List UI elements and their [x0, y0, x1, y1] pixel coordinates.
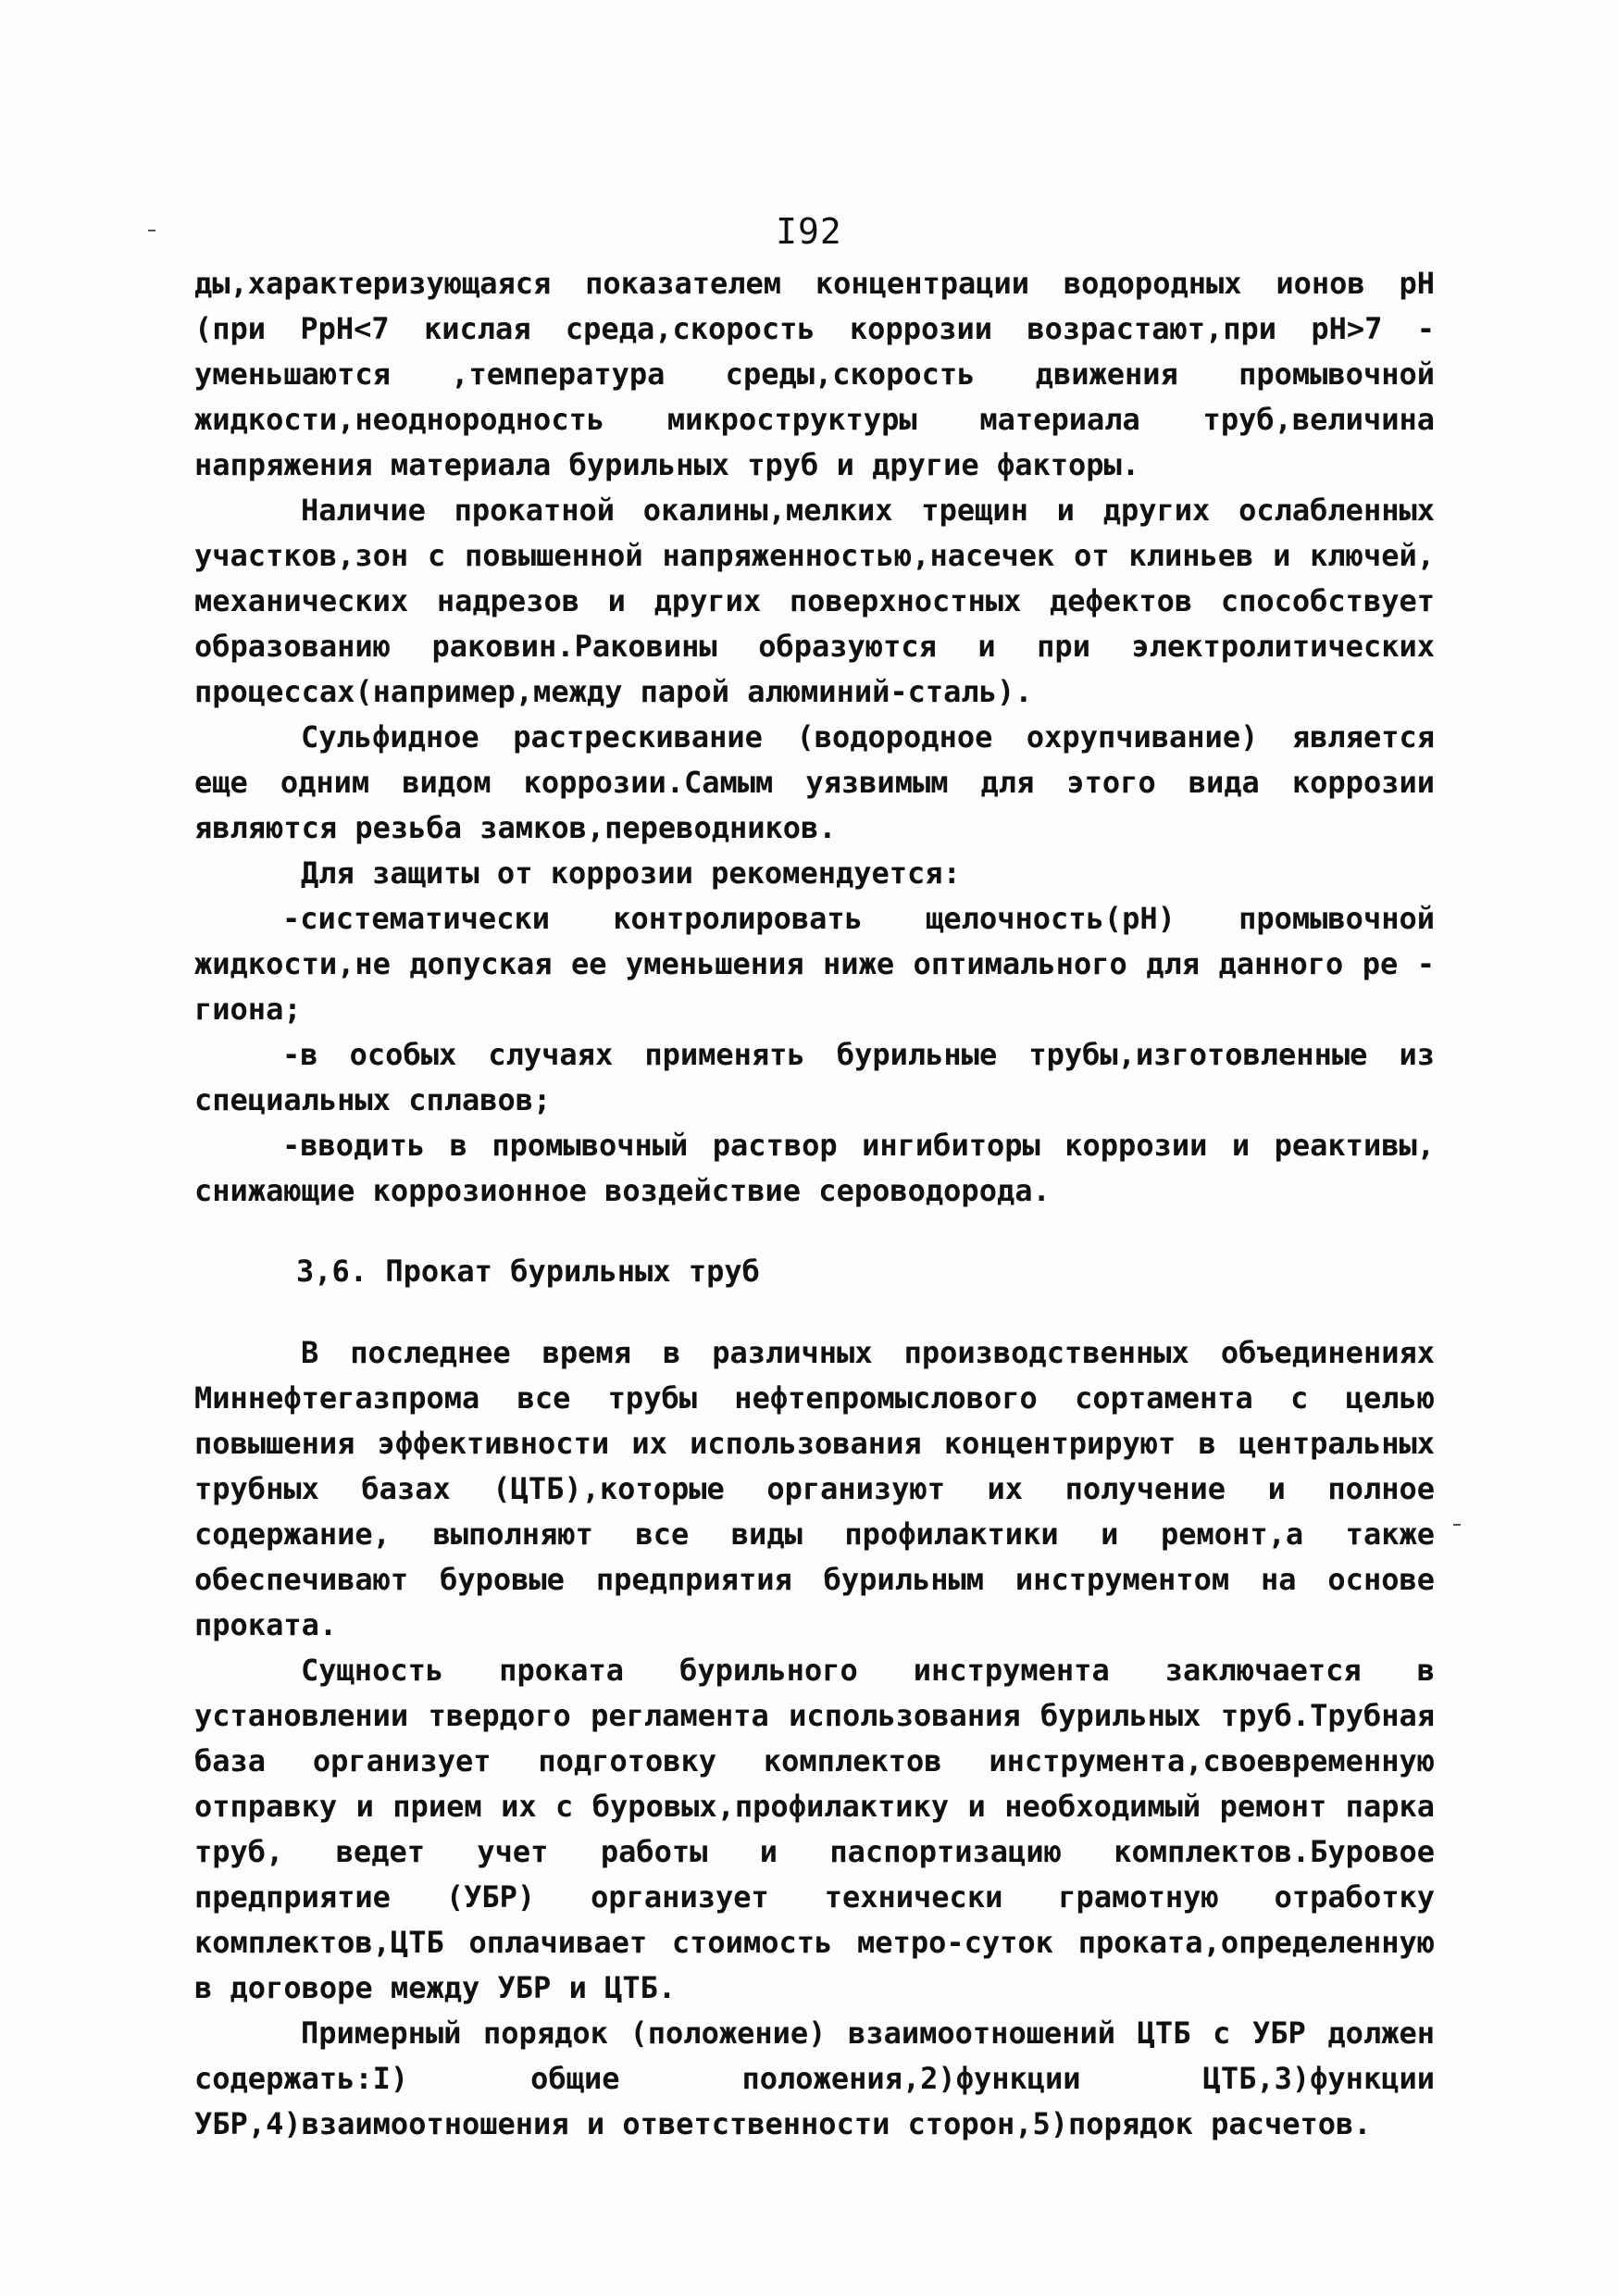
list-item-inhibitors: -вводить в промывочный раствор ингибиторы коррозии и реактивы, снижающие коррозионное воздействие сероводорода. — [194, 1128, 1435, 1208]
paragraph-central-bases: В последнее время в различных производственных объединениях Миннефтегазпрома все трубы нефтепромыслового сортамента с целью повышения эффективности их использования концентрируют в центральных трубных базах (ЦТБ),которые организуют их получение и полное содержание, выполняют все виды профилактики и ремонт,а также обеспечивают буровые предприятия бурильным инструментом на основе проката. — [194, 1335, 1435, 1642]
paragraph-protection-intro: Для защиты от коррозии рекомендуется: — [301, 855, 961, 891]
paragraph-relations-order: Примерный порядок (положение) взаимоотношений ЦТБ с УБР должен содержать:I) общие положения,2)функции ЦТБ,3)функции УБР,4)взаимоотношения и ответственности сторон,5)порядок расчетов. — [194, 2015, 1435, 2141]
page-body — [194, 261, 1435, 2147]
section-heading: 3,6. Прокат бурильных труб — [296, 1254, 760, 1289]
paragraph-sulfide-cracking: Сульфидное растрескивание (водородное охрупчивание) является еще одним видом коррозии.Самым уязвимым для этого вида коррозии являются резьба замков,переводников. — [194, 719, 1435, 845]
page-number: I92 — [776, 211, 842, 252]
paragraph-surface-defects: Наличие прокатной окалины,мелких трещин и других ослабленных участков,зон с повышенной напряженностью,насечек от клиньев и ключей, механических надрезов и других поверхностных дефектов способствует образованию раковин.Раковины образуются и при электролитических процессах(например,между парой алюминий-сталь). — [194, 493, 1435, 709]
paragraph-rental-essence: Сущность проката бурильного инструмента заключается в установлении твердого регламента использования бурильных труб.Трубная база организует подготовку комплектов инструмента,своевременную отправку и прием их с буровых,профилактику и необходимый ремонт парка труб, ведет учет работы и паспортизацию комплектов.Буровое предприятие (УБР) организует технически грамотную отработку комплектов,ЦТБ оплачивает стоимость метро-суток проката,определенную в договоре между УБР и ЦТБ. — [194, 1653, 1435, 2005]
list-item-alkalinity: -систематически контролировать щелочность(рН) промывочной жидкости,не допуская ее уменьшения ниже оптимального для данного ре - гиона; — [194, 901, 1435, 1027]
paragraph-ph-factors: ды,характеризующаяся показателем концентрации водородных ионов рН (при РрН<7 кислая среда,скорость коррозии возрастают,при рН>7 - уменьшаются ,температура среды,скорость движения промывочной жидкости,неоднородность микроструктуры материала труб,величина напряжения материала бурильных труб и другие факторы. — [194, 266, 1435, 482]
list-item-special-alloys: -в особых случаях применять бурильные трубы,изготовленные из специальных сплавов; — [194, 1037, 1435, 1117]
scan-mark — [1453, 1524, 1461, 1526]
scan-mark — [148, 230, 156, 231]
